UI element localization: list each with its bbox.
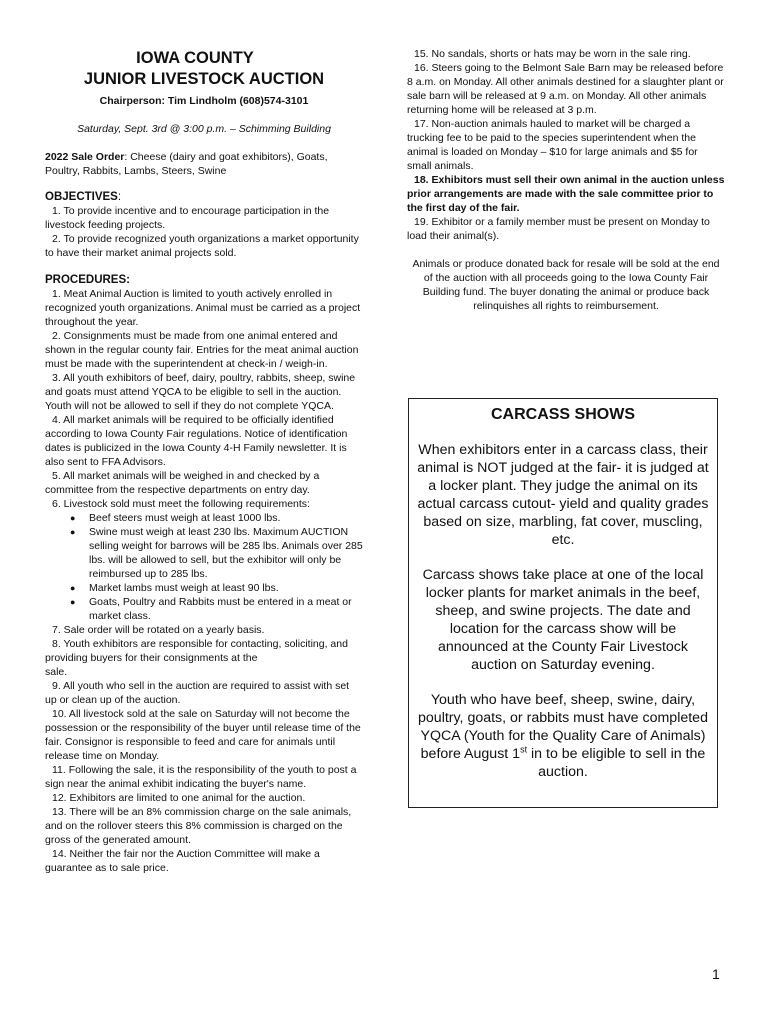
procedure-item: 17. Non-auction animals hauled to market will be charged a trucking fee to be paid to the species superintendent when the animal is loaded on Monday – $10 for large animals and $5 for small animals. xyxy=(407,118,698,172)
item-18-number: 18. xyxy=(414,174,429,186)
carcass-paragraph: When exhibitors enter in a carcass class, their animal is NOT judged at the fair- it is judged at a locker plant. They judge the animal on its actual carcass cutout- yield and quality grades based on size, marbling, fat cover, muscling, etc. xyxy=(417,442,709,548)
requirement-item: ● Goats, Poultry and Rabbits must be entered in a meat or market class. xyxy=(70,595,363,623)
sale-order xyxy=(45,150,363,178)
requirement-item: ● Market lambs must weigh at least 90 lbs. xyxy=(70,581,363,595)
title-line-2: JUNIOR LIVESTOCK AUCTION xyxy=(83,70,325,88)
carcass-p3-before: Youth who have beef, sheep, swine, dairy, poultry, goats, or rabbits must have completed YQCA (Youth for the Quality Care of Animals) before August 1 xyxy=(418,692,708,762)
requirements-list xyxy=(45,511,363,623)
procedure-item: 8. Youth exhibitors are responsible for contacting, soliciting, and providing buyers for their consignments at the xyxy=(45,638,348,664)
page-number: 1 xyxy=(712,966,720,982)
procedure-item: 5. All market animals will be weighed in and checked by a committee from the respective departments on entry day. xyxy=(45,470,320,496)
objectives-heading-text: OBJECTIVES xyxy=(45,191,118,203)
procedure-item: 13. There will be an 8% commission charge on the sale animals, and on the rollover steers this 8% commission is charged on the gross of the generated amount. xyxy=(45,806,352,846)
left-column xyxy=(45,48,363,875)
objective-item: 2. To provide recognized youth organizations a market opportunity to have their market animal projects sold. xyxy=(45,233,359,259)
procedure-item: 6. Livestock sold must meet the following requirements: xyxy=(52,498,310,510)
procedure-item: 9. All youth who sell in the auction are required to assist with set up or clean up of the auction. xyxy=(45,680,350,706)
procedure-item: 2. Consignments must be made from one animal entered and shown in the regular county fair. Entries for the meat animal auction must be made with the superintendent at check-in / weigh-in. xyxy=(45,330,359,370)
procedure-item: 1. Meat Animal Auction is limited to youth actively enrolled in recognized youth organizations. Animal must be carried as a project throughout the year. xyxy=(45,288,361,328)
chairperson-line: Chairperson: Tim Lindholm (608)574-3101 xyxy=(99,95,309,107)
procedure-item: 12. Exhibitors are limited to one animal for the auction. xyxy=(52,792,306,804)
sale-order-text: : Cheese (dairy and goat exhibitors), Goats, Poultry, Rabbits, Lambs, Steers, Swine xyxy=(45,151,328,177)
procedure-item: 16. Steers going to the Belmont Sale Barn may be released before 8 a.m. on Monday. All other animals destined for a slaughter plant or sale barn will be released at 9 a.m. on Monday. All other animals returning home will be released at 3 p.m. xyxy=(407,62,724,116)
carcass-shows-title: CARCASS SHOWS xyxy=(490,406,635,423)
auction-date-line: Saturday, Sept. 3rd @ 3:00 p.m. – Schimming Building xyxy=(77,123,331,135)
carcass-paragraph xyxy=(417,691,709,781)
carcass-p3-after: in to be eligible to sell in the auction. xyxy=(527,746,706,780)
objectives-heading xyxy=(45,190,363,204)
requirement-item: ● Beef steers must weigh at least 1000 lbs. xyxy=(70,511,363,525)
procedures-heading: PROCEDURES: xyxy=(45,274,130,286)
sale-order-label: 2022 Sale Order xyxy=(45,151,125,163)
procedure-item: 3. All youth exhibitors of beef, dairy, poultry, rabbits, sheep, swine and goats must attend YQCA to be eligible to sell in the auction. Youth will not be allowed to sell if they do not complete YQCA. xyxy=(45,372,356,412)
procedure-item: 19. Exhibitor or a family member must be present on Monday to load their animal(s). xyxy=(407,216,710,242)
procedure-item: 4. All market animals will be required to be officially identified according to Iowa County Fair regulations. Notice of identification dates is publicized in the Iowa County 4-H Family newsletter. It is also sent to FFA Advisors. xyxy=(45,414,348,468)
requirement-item: ● Swine must weigh at least 230 lbs. Maximum AUCTION selling weight for barrows will be 285 lbs. Animals over 285 lbs. will be allowed to sell, but the exhibitor will only be reimbursed up to 285 lbs. xyxy=(70,525,363,581)
right-column xyxy=(407,47,725,313)
item-18-text: Exhibitors must sell their own animal in the auction unless prior arrangements are made with the sale committee prior to the first day of the fair. xyxy=(407,174,725,214)
carcass-p3-superscript: st xyxy=(520,744,528,755)
procedure-item: 11. Following the sale, it is the responsibility of the youth to post a sign near the animal exhibit indicating the buyer's name. xyxy=(45,764,357,790)
procedure-item: 7. Sale order will be rotated on a yearly basis. xyxy=(52,624,265,636)
objectives-heading-colon: : xyxy=(117,191,122,203)
objective-item: 1. To provide incentive and to encourage participation in the livestock feeding projects. xyxy=(45,205,330,231)
carcass-shows-box xyxy=(408,398,718,808)
procedure-item-continued: sale. xyxy=(45,666,68,678)
donation-note: Animals or produce donated back for resale will be sold at the end of the auction with all proceeds going to the Iowa County Fair Building fund. The buyer donating the animal or produce back relinquishes all rights to reimbursement. xyxy=(412,258,720,312)
procedure-item: 10. All livestock sold at the sale on Saturday will not become the possession or the responsibility of the buyer until release time of the fair. Consignor is responsible to feed and care for animals until release time on Monday. xyxy=(45,708,361,762)
carcass-paragraph: Carcass shows take place at one of the local locker plants for market animals in the beef, sheep, and swine projects. The date and location for the carcass show will be announced at the County Fair Livestock auction on Saturday evening. xyxy=(422,567,704,673)
procedure-item: 15. No sandals, shorts or hats may be worn in the sale ring. xyxy=(414,48,691,60)
procedure-item-18 xyxy=(407,173,725,215)
procedure-item: 14. Neither the fair nor the Auction Committee will make a guarantee as to sale price. xyxy=(45,848,320,874)
title-line-1: IOWA COUNTY xyxy=(136,49,254,67)
